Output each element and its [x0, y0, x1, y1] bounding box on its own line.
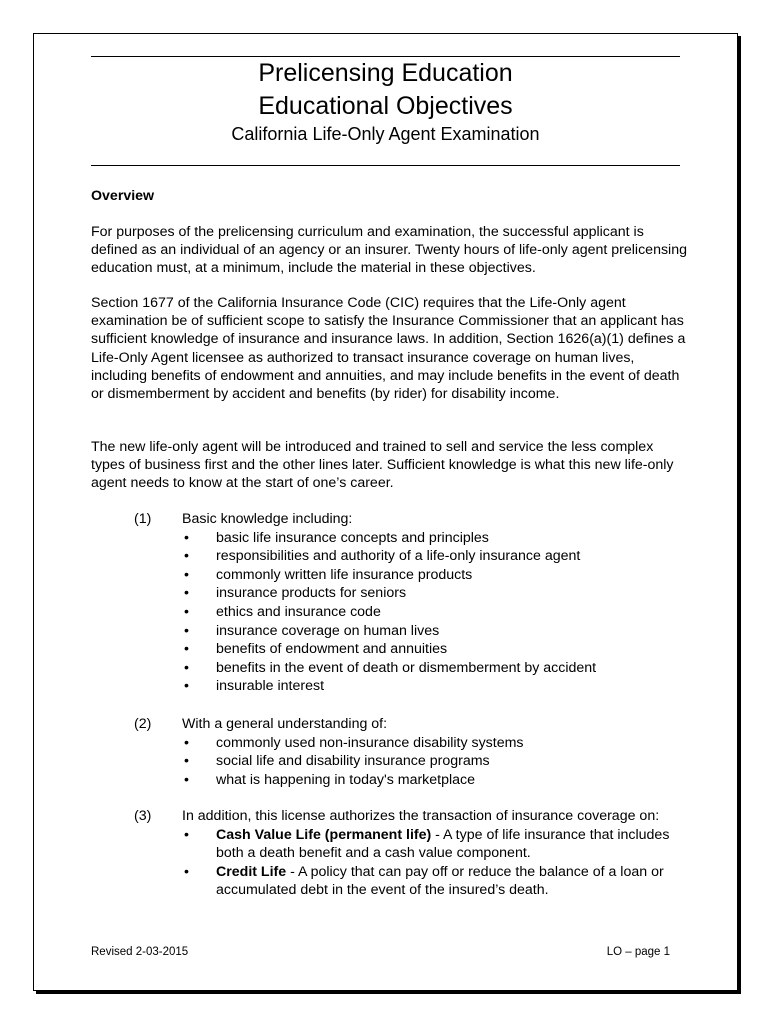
list-item: • benefits of endowment and annuities: [184, 641, 448, 658]
list-item: [182, 863, 694, 900]
list-item: • insurable interest: [184, 678, 325, 695]
bullet-icon: •: [184, 603, 189, 620]
bullet-list: [182, 529, 694, 696]
revision-date: Revised 2-03-2015: [91, 946, 189, 958]
section-intro: With a general understanding of:: [182, 716, 388, 732]
list-item: [182, 826, 694, 863]
objective-section-2: [134, 715, 694, 789]
list-item: • what is happening in today's marketplace: [184, 771, 476, 788]
bullet-icon: •: [184, 826, 189, 843]
overview-heading: Overview: [91, 188, 155, 204]
bullet-icon: •: [184, 529, 189, 546]
page-title-line1: Prelicensing Education: [258, 59, 513, 87]
bullet-list: [182, 826, 694, 900]
overview-paragraph-3: The new life-only agent will be introduced and trained to sell and service the less complex types of business first and the other lines later. Sufficient knowledge is what this new life-only agent needs to know at the start of one’s career.: [91, 439, 674, 492]
section-number: (3): [134, 808, 152, 824]
definition: - A policy that can pay off or reduce the balance of a loan or accumulated debt in the event of the insured’s death.: [216, 863, 664, 899]
bullet-list: [182, 734, 694, 790]
overview-paragraph-2: Section 1677 of the California Insurance Code (CIC) requires that the Life-Only agent examination be of sufficient scope to satisfy the Insurance Commissioner that an applicant has sufficient knowledge of insurance and insurance laws. In addition, Section 1626(a)(1) defines a Life-Only Agent licensee as authorized to transact insurance coverage on human lives, including benefits of endowment and annuities, and may include benefits in the event of death or dismemberment by accident and benefits (by rider) for disability income.: [91, 295, 686, 403]
bullet-icon: •: [184, 622, 189, 639]
bullet-icon: •: [184, 641, 189, 658]
section-number: (1): [134, 511, 152, 527]
bullet-icon: •: [184, 659, 189, 676]
objective-section-1: [134, 510, 694, 696]
list-item: • insurance products for seniors: [184, 585, 407, 602]
list-item: • social life and disability insurance programs: [184, 753, 490, 770]
section-intro: Basic knowledge including:: [182, 511, 353, 527]
page-subtitle: California Life-Only Agent Examination: [231, 124, 540, 144]
bullet-icon: •: [184, 566, 189, 583]
term: Cash Value Life (permanent life): [216, 826, 432, 843]
list-item: • basic life insurance concepts and principles: [184, 529, 489, 546]
page-title-line2: Educational Objectives: [258, 92, 513, 120]
bullet-icon: •: [184, 548, 189, 565]
bullet-icon: •: [184, 753, 189, 770]
bullet-icon: •: [184, 734, 189, 751]
list-item: • insurance coverage on human lives: [184, 622, 440, 639]
bullet-icon: •: [184, 771, 189, 788]
header-top-rule: [91, 56, 680, 57]
list-item: • commonly used non-insurance disability systems: [184, 734, 524, 751]
list-item: • ethics and insurance code: [184, 603, 381, 620]
bullet-icon: •: [184, 678, 189, 695]
section-intro: In addition, this license authorizes the transaction of insurance coverage on:: [182, 808, 660, 824]
bullet-icon: •: [184, 863, 189, 880]
bullet-icon: •: [184, 585, 189, 602]
definition: - A type of life insurance that includes both a death benefit and a cash value component.: [216, 826, 670, 862]
objective-section-3: [134, 807, 694, 900]
list-item: • benefits in the event of death or dismemberment by accident: [184, 659, 597, 676]
term: Credit Life: [216, 863, 287, 880]
page-number: LO – page 1: [606, 946, 670, 958]
list-item: • responsibilities and authority of a life-only insurance agent: [184, 548, 581, 565]
header-bottom-rule: [91, 165, 680, 166]
overview-paragraph-1: For purposes of the prelicensing curriculum and examination, the successful applicant is defined as an individual of an agency or an insurer. Twenty hours of life-only agent prelicensing education must, at a minimum, include the material in these objectives.: [91, 224, 687, 277]
document-page: [33, 33, 738, 991]
list-item: • commonly written life insurance products: [184, 566, 473, 583]
section-number: (2): [134, 716, 152, 732]
